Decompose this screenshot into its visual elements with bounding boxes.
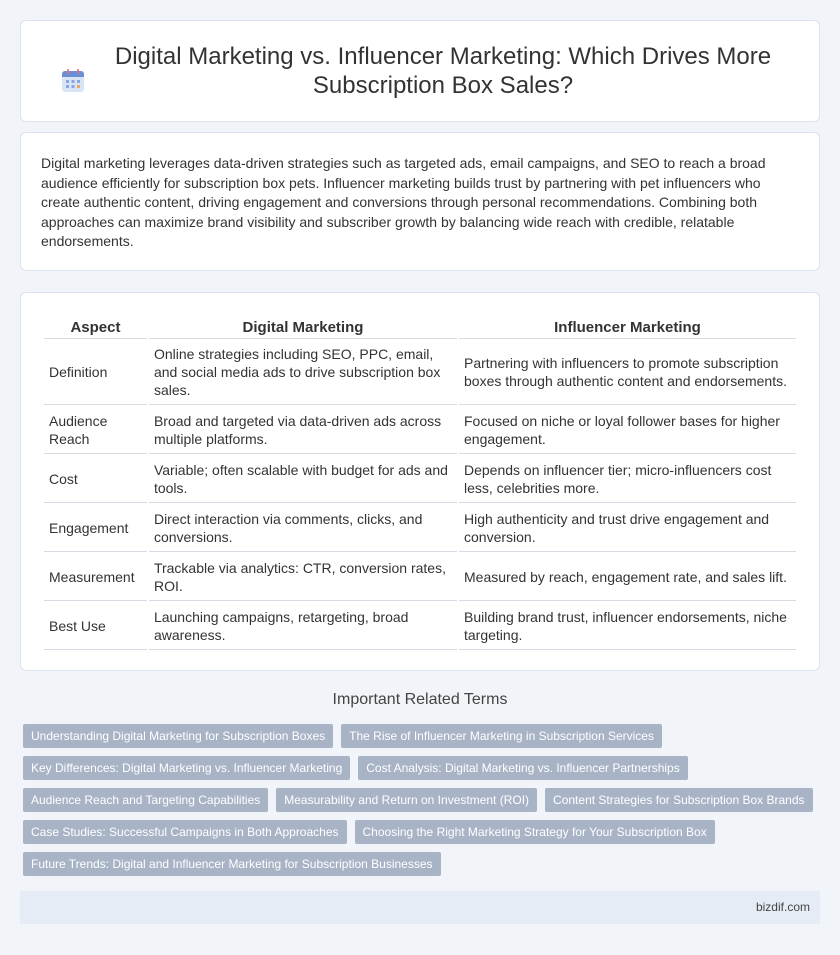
digital-cell: Direct interaction via comments, clicks, and conversions. — [149, 503, 457, 552]
influencer-cell: Measured by reach, engagement rate, and sales lift. — [459, 552, 796, 601]
tag-row — [23, 788, 823, 812]
table-row — [44, 454, 796, 503]
tag-row — [23, 820, 823, 844]
related-term-tag[interactable]: Understanding Digital Marketing for Subscription Boxes — [23, 724, 333, 748]
related-terms-heading: Important Related Terms — [332, 691, 508, 708]
aspect-cell: Audience Reach — [44, 405, 147, 454]
table-header-row — [44, 313, 796, 339]
table-row — [44, 503, 796, 552]
aspect-cell: Measurement — [44, 552, 147, 601]
related-term-tag[interactable]: Case Studies: Successful Campaigns in Both Approaches — [23, 820, 347, 844]
aspect-cell: Engagement — [44, 503, 147, 552]
related-term-tag[interactable]: Future Trends: Digital and Influencer Marketing for Subscription Businesses — [23, 852, 441, 876]
related-terms-tags — [23, 724, 823, 884]
related-term-tag[interactable]: Audience Reach and Targeting Capabilities — [23, 788, 268, 812]
footer — [20, 891, 820, 924]
influencer-cell: Building brand trust, influencer endorsements, niche targeting. — [459, 601, 796, 650]
title-wrap — [60, 42, 780, 100]
header-digital-marketing: Digital Marketing — [149, 313, 457, 339]
aspect-cell: Best Use — [44, 601, 147, 650]
tag-row — [23, 852, 823, 876]
digital-cell: Variable; often scalable with budget for ads and tools. — [149, 454, 457, 503]
aspect-cell: Definition — [44, 339, 147, 405]
page-title: Digital Marketing vs. Influencer Marketing: Which Drives More Subscription Box Sales? — [114, 43, 772, 99]
related-term-tag[interactable]: The Rise of Influencer Marketing in Subscription Services — [341, 724, 662, 748]
comparison-table-card — [20, 292, 820, 671]
calendar-icon — [60, 68, 86, 94]
tag-row — [23, 756, 823, 780]
digital-cell: Broad and targeted via data-driven ads across multiple platforms. — [149, 405, 457, 454]
digital-cell: Trackable via analytics: CTR, conversion rates, ROI. — [149, 552, 457, 601]
header-aspect: Aspect — [44, 313, 147, 339]
table-row — [44, 405, 796, 454]
related-term-tag[interactable]: Content Strategies for Subscription Box Brands — [545, 788, 812, 812]
intro-paragraph: Digital marketing leverages data-driven strategies such as targeted ads, email campaigns, and SEO to reach a broad audience efficiently for subscription box pets. Influencer marketing builds trust by partnering with pet influencers who create authentic content, driving engagement and conversions through personal recommendations. Combining both approaches can maximize brand visibility and subscriber growth by balancing wide reach with credible, relatable endorsements. — [41, 155, 766, 250]
comparison-table — [42, 313, 798, 650]
table-row — [44, 601, 796, 650]
table-row — [44, 552, 796, 601]
intro-card — [20, 132, 820, 271]
influencer-cell: Focused on niche or loyal follower bases for higher engagement. — [459, 405, 796, 454]
aspect-cell: Cost — [44, 454, 147, 503]
title-card — [20, 20, 820, 122]
table-row — [44, 339, 796, 405]
header-influencer-marketing: Influencer Marketing — [459, 313, 796, 339]
influencer-cell: Partnering with influencers to promote subscription boxes through authentic content and endorsements. — [459, 339, 796, 405]
influencer-cell: Depends on influencer tier; micro-influencers cost less, celebrities more. — [459, 454, 796, 503]
related-term-tag[interactable]: Key Differences: Digital Marketing vs. Influencer Marketing — [23, 756, 350, 780]
influencer-cell: High authenticity and trust drive engagement and conversion. — [459, 503, 796, 552]
tag-row — [23, 724, 823, 748]
digital-cell: Online strategies including SEO, PPC, email, and social media ads to drive subscription box sales. — [149, 339, 457, 405]
digital-cell: Launching campaigns, retargeting, broad awareness. — [149, 601, 457, 650]
related-term-tag[interactable]: Measurability and Return on Investment (ROI) — [276, 788, 537, 812]
related-term-tag[interactable]: Cost Analysis: Digital Marketing vs. Influencer Partnerships — [358, 756, 687, 780]
footer-site-link[interactable]: bizdif.com — [755, 900, 810, 914]
related-term-tag[interactable]: Choosing the Right Marketing Strategy for Your Subscription Box — [355, 820, 715, 844]
